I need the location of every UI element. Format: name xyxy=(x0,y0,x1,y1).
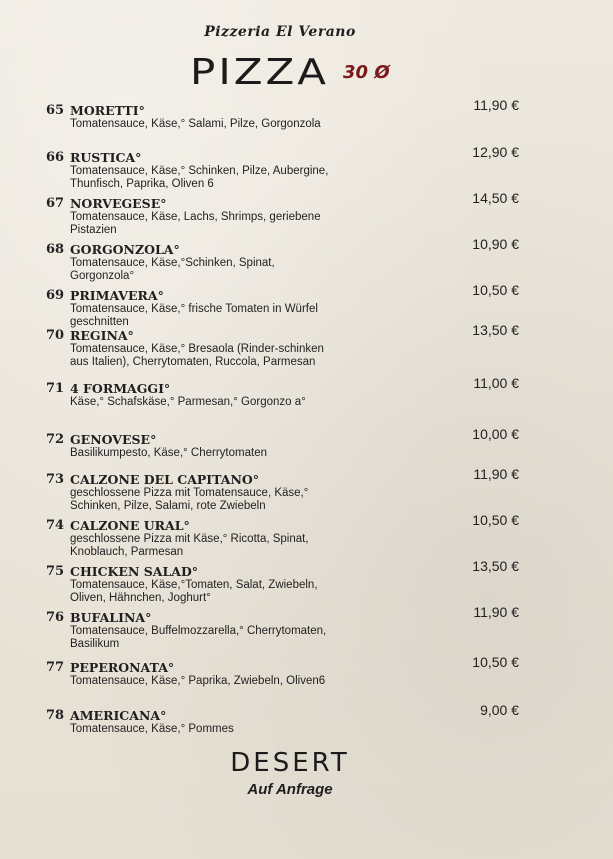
item-price: 11,90 € xyxy=(473,97,519,113)
item-number: 77 xyxy=(46,660,65,675)
item-name: 4 FORMAGGI° xyxy=(70,381,171,396)
item-number: 74 xyxy=(46,518,65,533)
item-name: BUFALINA° xyxy=(70,610,152,625)
item-number: 67 xyxy=(46,196,65,211)
item-description: Basilikumpesto, Käse,° Cherrytomaten xyxy=(70,447,267,459)
item-price: 13,50 € xyxy=(472,322,519,338)
item-number: 70 xyxy=(46,328,65,343)
size-label: 30 Ø xyxy=(343,61,390,83)
item-number: 65 xyxy=(46,103,65,118)
item-description: Tomatensauce, Käse, Lachs, Shrimps, geriebene Pistazien xyxy=(70,211,321,236)
item-name: AMERICANA° xyxy=(70,708,167,723)
item-number: 71 xyxy=(46,381,65,396)
item-description: Tomatensauce, Käse,° Schinken, Pilze, Aubergine, Thunfisch, Paprika, Oliven 6 xyxy=(70,165,329,190)
item-number: 78 xyxy=(46,708,65,723)
item-name: CALZONE DEL CAPITANO° xyxy=(70,472,260,487)
item-number: 69 xyxy=(46,288,65,303)
item-name: REGINA° xyxy=(70,328,134,343)
item-price: 10,00 € xyxy=(472,426,519,442)
item-name: NORVEGESE° xyxy=(70,196,167,211)
restaurant-name: Pizzeria El Verano xyxy=(204,24,356,40)
item-price: 11,90 € xyxy=(473,604,519,620)
item-number: 73 xyxy=(46,472,65,487)
item-description: Tomatensauce, Käse,° frische Tomaten in Würfel geschnitten xyxy=(70,303,318,328)
item-price: 13,50 € xyxy=(472,558,519,574)
item-description: geschlossene Pizza mit Käse,° Ricotta, Spinat, Knoblauch, Parmesan xyxy=(70,533,309,558)
item-description: Käse,° Schafskäse,° Parmesan,° Gorgonzo a° xyxy=(70,396,306,408)
item-price: 11,00 € xyxy=(473,375,519,391)
item-name: CHICKEN SALAD° xyxy=(70,564,199,579)
item-price: 10,90 € xyxy=(472,236,519,252)
item-price: 10,50 € xyxy=(472,282,519,298)
section-title: PIZZA xyxy=(190,50,329,93)
item-number: 75 xyxy=(46,564,65,579)
item-description: Tomatensauce, Käse,° Bresaola (Rinder-schinken aus Italien), Cherrytomaten, Ruccola, Parmesan xyxy=(70,343,324,368)
item-price: 12,90 € xyxy=(472,144,519,160)
item-description: Tomatensauce, Käse,°Schinken, Spinat, Gorgonzola° xyxy=(70,257,275,282)
section-header xyxy=(190,52,390,92)
item-description: Tomatensauce, Käse,°Tomaten, Salat, Zwiebeln, Oliven, Hähnchen, Joghurt° xyxy=(70,579,318,604)
desert-subtitle: Auf Anfrage xyxy=(247,781,333,798)
item-name: MORETTI° xyxy=(70,103,145,118)
item-number: 68 xyxy=(46,242,65,257)
item-number: 72 xyxy=(46,432,65,447)
item-name: PEPERONATA° xyxy=(70,660,175,675)
item-number: 76 xyxy=(46,610,65,625)
item-description: Tomatensauce, Käse,° Salami, Pilze, Gorgonzola xyxy=(70,118,321,130)
item-price: 9,00 € xyxy=(480,702,519,718)
item-name: CALZONE URAL° xyxy=(70,518,190,533)
item-name: PRIMAVERA° xyxy=(70,288,164,303)
item-name: GENOVESE° xyxy=(70,432,157,447)
item-price: 11,90 € xyxy=(473,466,519,482)
item-price: 10,50 € xyxy=(472,512,519,528)
item-name: GORGONZOLA° xyxy=(70,242,180,257)
item-description: geschlossene Pizza mit Tomatensauce, Käse,° Schinken, Pilze, Salami, rote Zwiebeln xyxy=(70,487,309,512)
item-number: 66 xyxy=(46,150,65,165)
item-description: Tomatensauce, Käse,° Paprika, Zwiebeln, Oliven6 xyxy=(70,675,326,687)
item-price: 10,50 € xyxy=(472,654,519,670)
item-price: 14,50 € xyxy=(472,190,519,206)
item-description: Tomatensauce, Käse,° Pommes xyxy=(70,723,234,735)
item-description: Tomatensauce, Buffelmozzarella,° Cherrytomaten, Basilikum xyxy=(70,625,327,650)
desert-title: DESERT xyxy=(230,748,350,778)
item-name: RUSTICA° xyxy=(70,150,142,165)
